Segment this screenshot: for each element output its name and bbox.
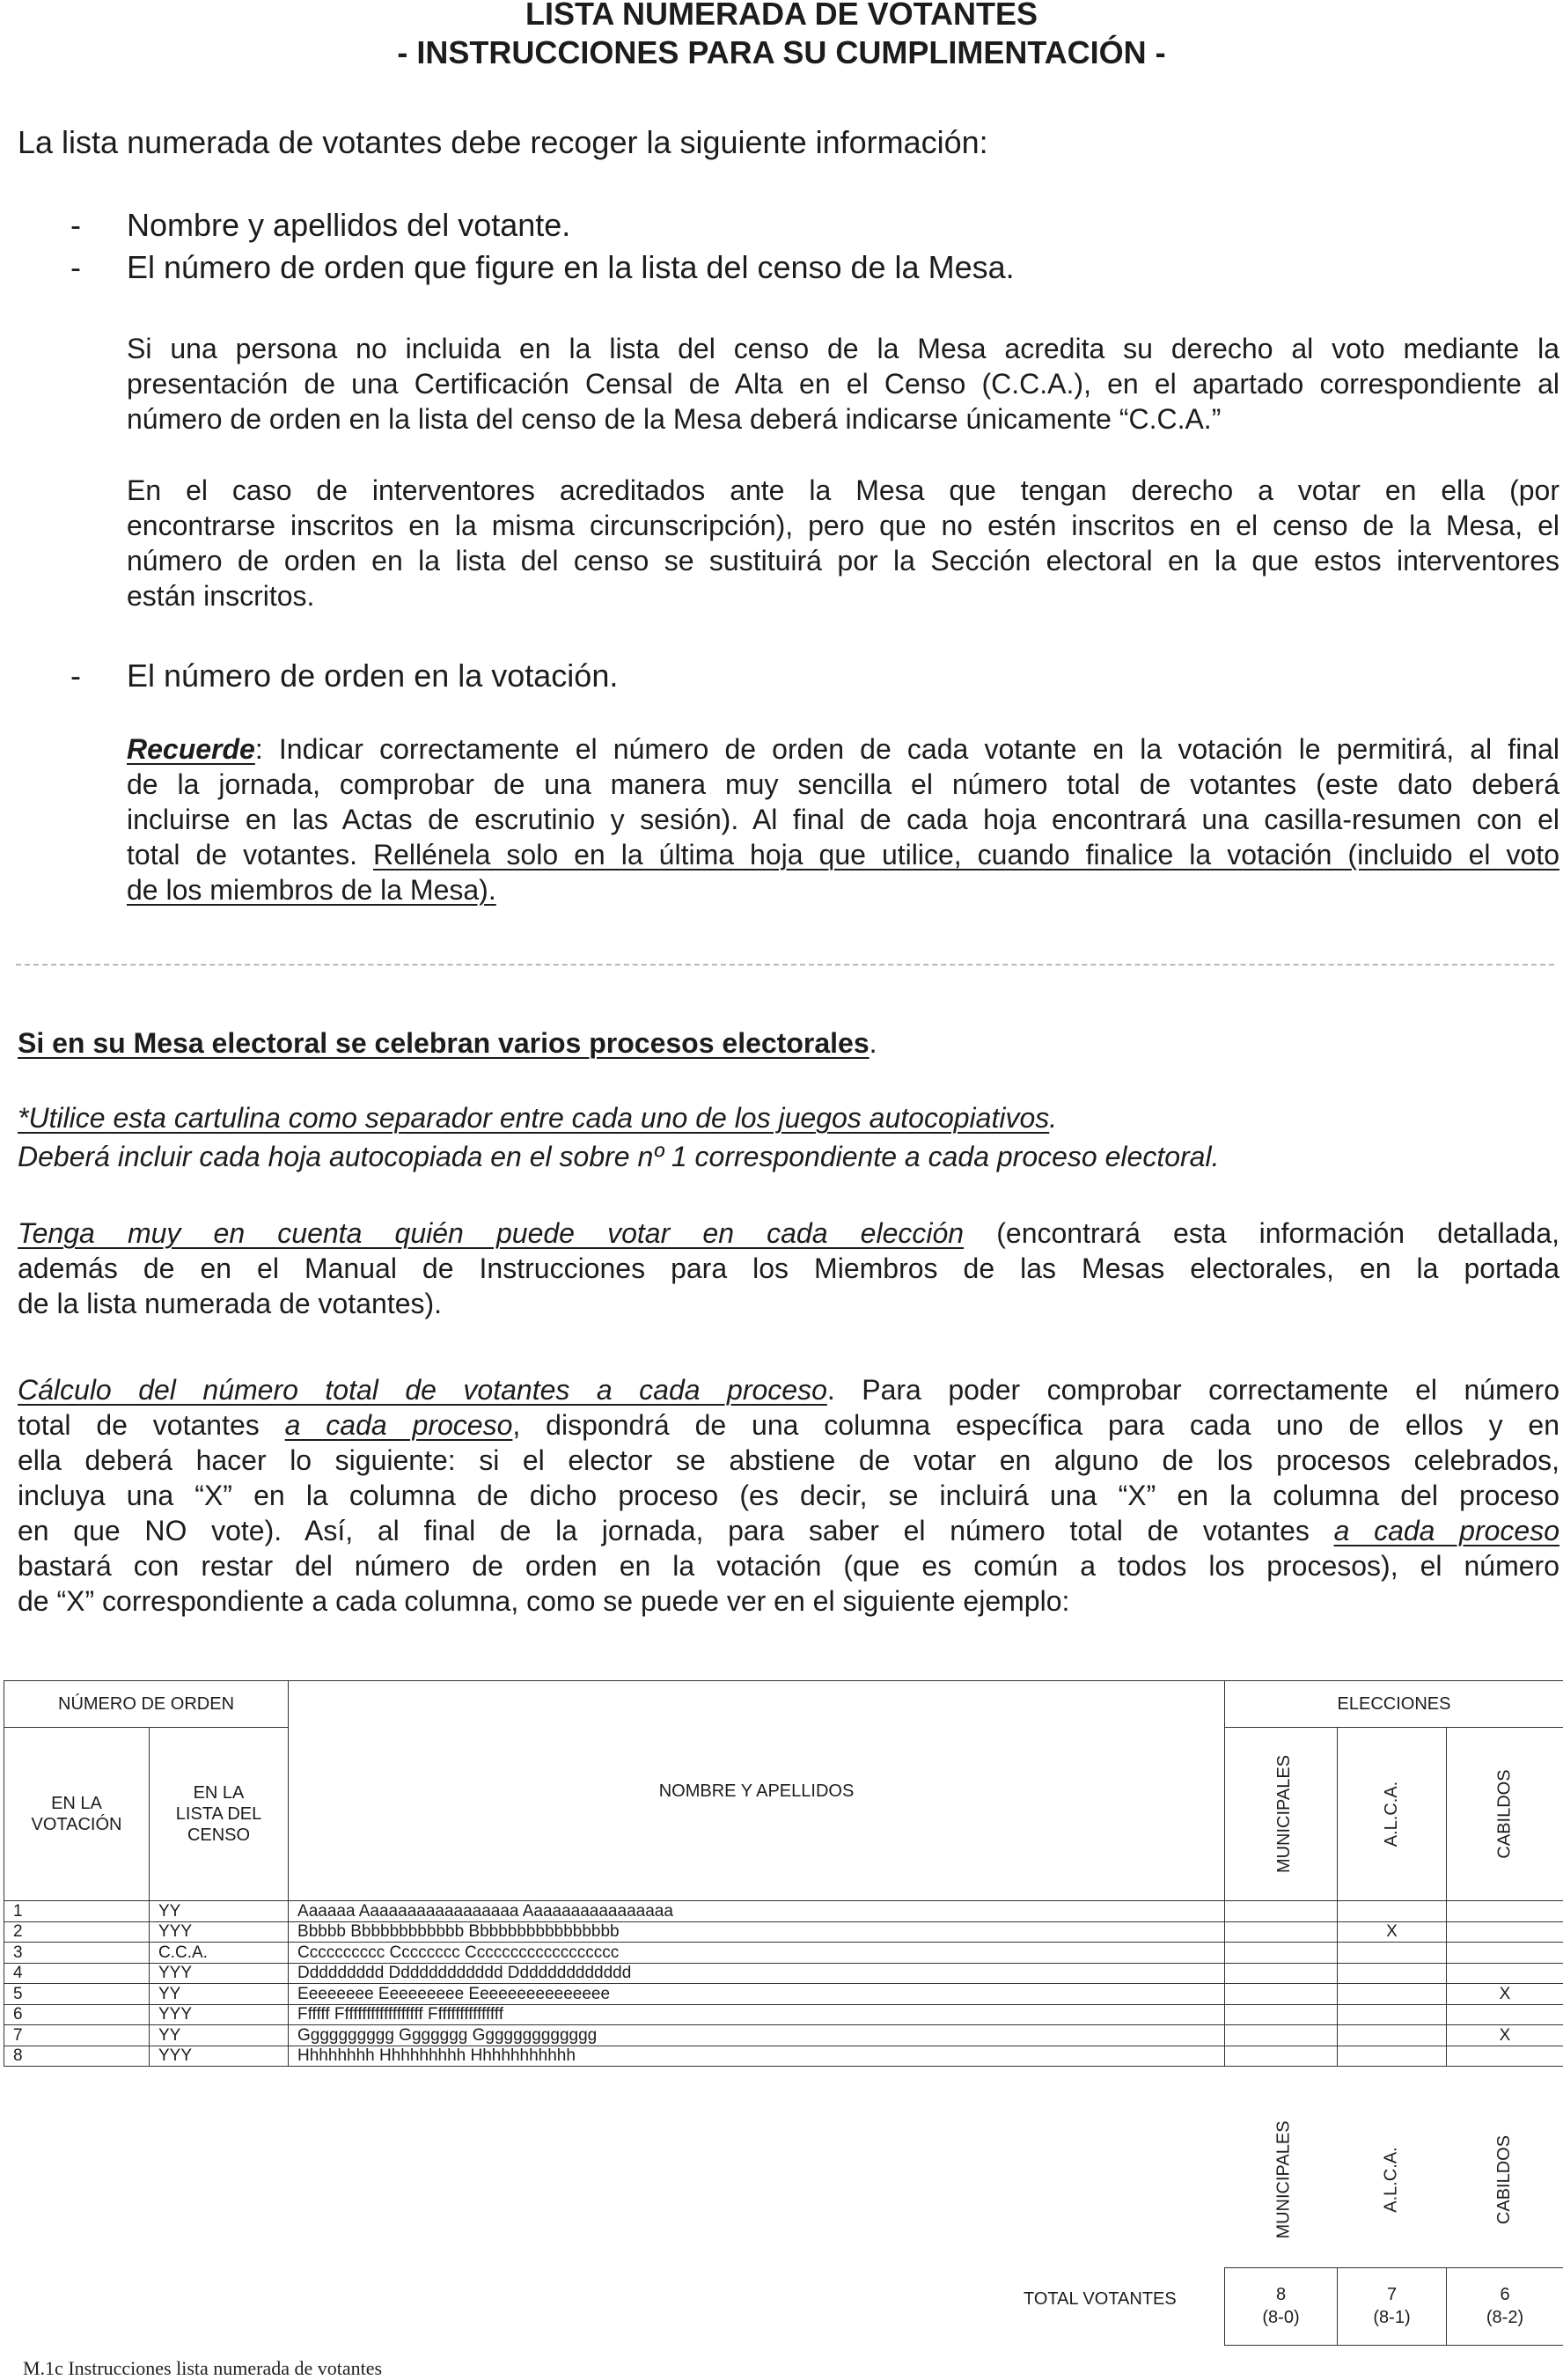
tenga-line-2: además de en el Manual de Instrucciones para los Miembros de las Mesas electorales, en la portada (18, 1251, 1559, 1286)
recuerde-line-1 (127, 731, 1559, 767)
paragraph-interventores-line-1: En el caso de interventores acreditados ante la Mesa que tengan derecho a votar en ella (por (127, 473, 1559, 508)
bullet-numero-votacion-text: El número de orden en la votación. (127, 657, 618, 694)
bullet-numero-censo-text: El número de orden que figure en la lista del censo de la Mesa. (127, 249, 1015, 285)
cell-numero-censo: C.C.A. (150, 1943, 289, 1964)
cell-numero-votacion: 5 (4, 1984, 150, 2005)
cell-numero-censo: YYY (150, 2004, 289, 2025)
cell-numero-votacion: 2 (4, 1921, 150, 1943)
summary-alca-text: A.L.C.A. (1382, 2147, 1402, 2212)
summary-cabildos-text: CABILDOS (1495, 2134, 1515, 2223)
cell-nombre-apellidos: Gggggggggg Ggggggg Ggggggggggggg (289, 2025, 1225, 2046)
header-nombre-apellidos: NOMBRE Y APELLIDOS (289, 1681, 1225, 1901)
paragraph-interventores (127, 473, 1559, 613)
table-row (4, 2046, 1563, 2067)
header-en-la-votacion-line-1: EN LA (4, 1793, 149, 1814)
cell-cabildos: X (1447, 2025, 1563, 2046)
header-en-la-lista-line-2: LISTA DEL (150, 1803, 288, 1825)
paragraph-tenga (18, 1216, 1559, 1321)
cell-alca (1338, 2046, 1447, 2067)
cell-numero-censo: YYY (150, 1921, 289, 1943)
paragraph-cca-line-2: presentación de una Certificación Censal de Alta en el Censo (C.C.A.), en el apartado correspondiente al (127, 366, 1559, 401)
calculo-underlined: Cálculo del número total de votantes a cada proceso (18, 1374, 827, 1406)
calculo-line-2b: , dispondrá de una columna específica para cada uno de ellos y en (512, 1409, 1559, 1441)
tenga-line-1 (18, 1216, 1559, 1251)
varios-heading (18, 1025, 877, 1061)
header-en-la-votacion (4, 1728, 150, 1901)
cell-numero-votacion: 3 (4, 1943, 150, 1964)
cell-cabildos (1447, 1901, 1563, 1922)
header-municipales-text: MUNICIPALES (1273, 1755, 1295, 1873)
cell-alca (1338, 1984, 1447, 2005)
paragraph-recuerde (127, 731, 1559, 907)
cell-municipales (1225, 1921, 1338, 1943)
example-rows (4, 1901, 1563, 2067)
cell-nombre-apellidos: Hhhhhhhh Hhhhhhhhh Hhhhhhhhhhh (289, 2046, 1225, 2067)
recuerde-line-5-text: de los miembros de la Mesa). (127, 874, 496, 906)
summary-header-cabildos (1447, 2098, 1563, 2260)
bullet-numero-votacion: - El número de orden en la votación. (70, 657, 618, 695)
cell-numero-censo: YY (150, 2025, 289, 2046)
cell-municipales (1225, 1943, 1338, 1964)
recuerde-line-4a: total de votantes. (127, 839, 373, 870)
separador-line (18, 1100, 1219, 1135)
header-cabildos (1447, 1728, 1563, 1901)
cell-numero-censo: YY (150, 1901, 289, 1922)
cell-numero-votacion: 4 (4, 1963, 150, 1984)
summary-header-alca (1338, 2098, 1447, 2260)
header-en-la-lista-del-censo (150, 1728, 289, 1901)
cell-alca: X (1338, 1921, 1447, 1943)
header-elecciones: ELECCIONES (1225, 1681, 1563, 1728)
cell-municipales (1225, 1984, 1338, 2005)
cell-municipales (1225, 1963, 1338, 1984)
header-municipales (1225, 1728, 1338, 1901)
separador-dot: . (1049, 1102, 1057, 1134)
summary-total-alca (1338, 2267, 1447, 2345)
bullet-nombre: - Nombre y apellidos del votante. (70, 206, 570, 245)
calculo-line-4: incluya una “X” en la columna de dicho proceso (es decir, se incluirá una “X” en la columna del proceso (18, 1478, 1559, 1513)
dashed-separator (16, 964, 1554, 966)
summary-total-municipales (1225, 2267, 1338, 2345)
calculo-line-5 (18, 1513, 1559, 1548)
table-row (4, 1921, 1563, 1943)
calculo-line-6: bastará con restar del número de orden en la votación (que es común a todos los procesos), el número (18, 1548, 1559, 1583)
header-en-la-lista-line-3: CENSO (150, 1825, 288, 1846)
cell-numero-censo: YY (150, 1984, 289, 2005)
paragraph-calculo (18, 1372, 1559, 1619)
summary-totals (1224, 2098, 1563, 2346)
cell-alca (1338, 2025, 1447, 2046)
calculo-line-3: ella deberá hacer lo siguiente: si el elector se abstiene de votar en alguno de los procesos celebrados, (18, 1443, 1559, 1478)
header-numero-orden: NÚMERO DE ORDEN (4, 1681, 289, 1728)
calculo-line-2 (18, 1407, 1559, 1443)
separador-text: *Utilice esta cartulina como separador entre cada uno de los juegos autocopiativos (18, 1102, 1049, 1134)
summary-municipales-text: MUNICIPALES (1273, 2120, 1294, 2238)
cell-nombre-apellidos: Aaaaaa Aaaaaaaaaaaaaaaaa Aaaaaaaaaaaaaaaa (289, 1901, 1225, 1922)
paragraph-cca (127, 331, 1559, 437)
table-row (4, 2004, 1563, 2025)
summary-alca-value: 7 (1338, 2283, 1446, 2306)
summary-cabildos-value: 6 (1447, 2283, 1563, 2306)
paragraph-interventores-line-3: número de orden en la lista del censo se sustituirá por la Sección electoral en la que estos interventores (127, 543, 1559, 578)
cell-cabildos (1447, 1921, 1563, 1943)
varios-heading-dot: . (870, 1027, 877, 1059)
header-alca-text: A.L.C.A. (1382, 1781, 1403, 1847)
calculo-line-2u: a cada proceso (285, 1409, 513, 1441)
summary-total-label: TOTAL VOTANTES (1024, 2289, 1177, 2310)
footer-code: M.1c Instrucciones lista numerada de votantes (23, 2357, 382, 2380)
summary-header-municipales (1225, 2098, 1338, 2260)
header-cabildos-text: CABILDOS (1494, 1769, 1515, 1858)
separador-note (18, 1100, 1219, 1174)
recuerde-label: Recuerde (127, 733, 255, 765)
cell-municipales (1225, 2046, 1338, 2067)
bullet-nombre-text: Nombre y apellidos del votante. (127, 207, 570, 243)
summary-municipales-calc: (8-0) (1225, 2306, 1337, 2329)
calculo-line-1-text: . Para poder comprobar correctamente el número (827, 1374, 1559, 1406)
recuerde-line-5 (127, 872, 1559, 907)
cell-nombre-apellidos: Bbbbb Bbbbbbbbbbbb Bbbbbbbbbbbbbbbb (289, 1921, 1225, 1943)
table-row (4, 1901, 1563, 1922)
cell-cabildos (1447, 2046, 1563, 2067)
cell-alca (1338, 1901, 1447, 1922)
paragraph-interventores-line-2: encontrarse inscritos en la misma circunscripción), pero que no estén inscritos en el censo de la Mesa, el (127, 508, 1559, 543)
recuerde-line-2: de la jornada, comprobar de una manera muy sencilla el número total de votantes (este dato deberá (127, 767, 1559, 802)
sobre-line: Deberá incluir cada hoja autocopiada en el sobre nº 1 correspondiente a cada proceso electoral. (18, 1139, 1219, 1174)
cell-numero-votacion: 7 (4, 2025, 150, 2046)
paragraph-cca-line-3: número de orden en la lista del censo de la Mesa deberá indicarse únicamente “C.C.A.” (127, 401, 1559, 437)
tenga-line-3: de la lista numerada de votantes). (18, 1286, 1559, 1321)
cell-cabildos (1447, 1943, 1563, 1964)
cell-alca (1338, 1943, 1447, 1964)
cell-nombre-apellidos: Ddddddddd Dddddddddddd Ddddddddddddd (289, 1963, 1225, 1984)
recuerde-line-4 (127, 837, 1559, 872)
cell-cabildos: X (1447, 1984, 1563, 2005)
table-row (4, 1943, 1563, 1964)
paragraph-cca-line-1: Si una persona no incluida en la lista del censo de la Mesa acredita su derecho al voto mediante la (127, 331, 1559, 366)
table-row (4, 2025, 1563, 2046)
summary-cabildos-calc: (8-2) (1447, 2306, 1563, 2329)
recuerde-line-1-text: : Indicar correctamente el número de orden de cada votante en la votación le permitirá, al final (255, 733, 1559, 765)
cell-nombre-apellidos: Cccccccccc Cccccccc Cccccccccccccccccc (289, 1943, 1225, 1964)
header-en-la-lista-line-1: EN LA (150, 1782, 288, 1803)
cell-municipales (1225, 1901, 1338, 1922)
header-en-la-votacion-line-2: VOTACIÓN (4, 1814, 149, 1835)
cell-numero-censo: YYY (150, 1963, 289, 1984)
cell-cabildos (1447, 2004, 1563, 2025)
title-line-1: LISTA NUMERADA DE VOTANTES (0, 0, 1563, 33)
cell-numero-votacion: 6 (4, 2004, 150, 2025)
cell-numero-censo: YYY (150, 2046, 289, 2067)
cell-numero-votacion: 1 (4, 1901, 150, 1922)
cell-municipales (1225, 2025, 1338, 2046)
cell-municipales (1225, 2004, 1338, 2025)
paragraph-interventores-line-4: están inscritos. (127, 578, 1559, 613)
cell-nombre-apellidos: Eeeeeeee Eeeeeeeee Eeeeeeeeeeeeeee (289, 1984, 1225, 2005)
calculo-line-2a: total de votantes (18, 1409, 285, 1441)
summary-total-cabildos (1447, 2267, 1563, 2345)
cell-alca (1338, 2004, 1447, 2025)
recuerde-line-4b: Rellénela solo en la última hoja que utilice, cuando finalice la votación (incluido el voto (373, 839, 1559, 870)
document-title (0, 0, 1563, 72)
example-votantes-table (4, 1680, 1563, 2067)
summary-municipales-value: 8 (1225, 2283, 1337, 2306)
bullet-numero-censo: - El número de orden que figure en la lista del censo de la Mesa. (70, 248, 1015, 287)
table-row (4, 1984, 1563, 2005)
summary-alca-calc: (8-1) (1338, 2306, 1446, 2329)
calculo-line-5u: a cada proceso (1334, 1515, 1559, 1546)
cell-numero-votacion: 8 (4, 2046, 150, 2067)
cell-cabildos (1447, 1963, 1563, 1984)
varios-heading-text: Si en su Mesa electoral se celebran varios procesos electorales (18, 1027, 870, 1059)
calculo-line-1 (18, 1372, 1559, 1407)
table-row (4, 1963, 1563, 1984)
title-line-2: - INSTRUCCIONES PARA SU CUMPLIMENTACIÓN - (0, 33, 1563, 72)
header-alca (1338, 1728, 1447, 1901)
calculo-line-7: de “X” correspondiente a cada columna, como se puede ver en el siguiente ejemplo: (18, 1583, 1559, 1619)
calculo-line-5a: en que NO vote). Así, al final de la jornada, para saber el número total de votantes (18, 1515, 1334, 1546)
cell-nombre-apellidos: Ffffff Fffffffffffffffffff Ffffffffffffffff (289, 2004, 1225, 2025)
tenga-line-1-text: (encontrará esta información detallada, (964, 1217, 1559, 1249)
recuerde-line-3: incluirse en las Actas de escrutinio y sesión). Al final de cada hoja encontrará una casilla-resumen con el (127, 802, 1559, 837)
intro-text: La lista numerada de votantes debe recoger la siguiente información: (18, 123, 988, 162)
cell-alca (1338, 1963, 1447, 1984)
tenga-underlined: Tenga muy en cuenta quién puede votar en cada elección (18, 1217, 964, 1249)
